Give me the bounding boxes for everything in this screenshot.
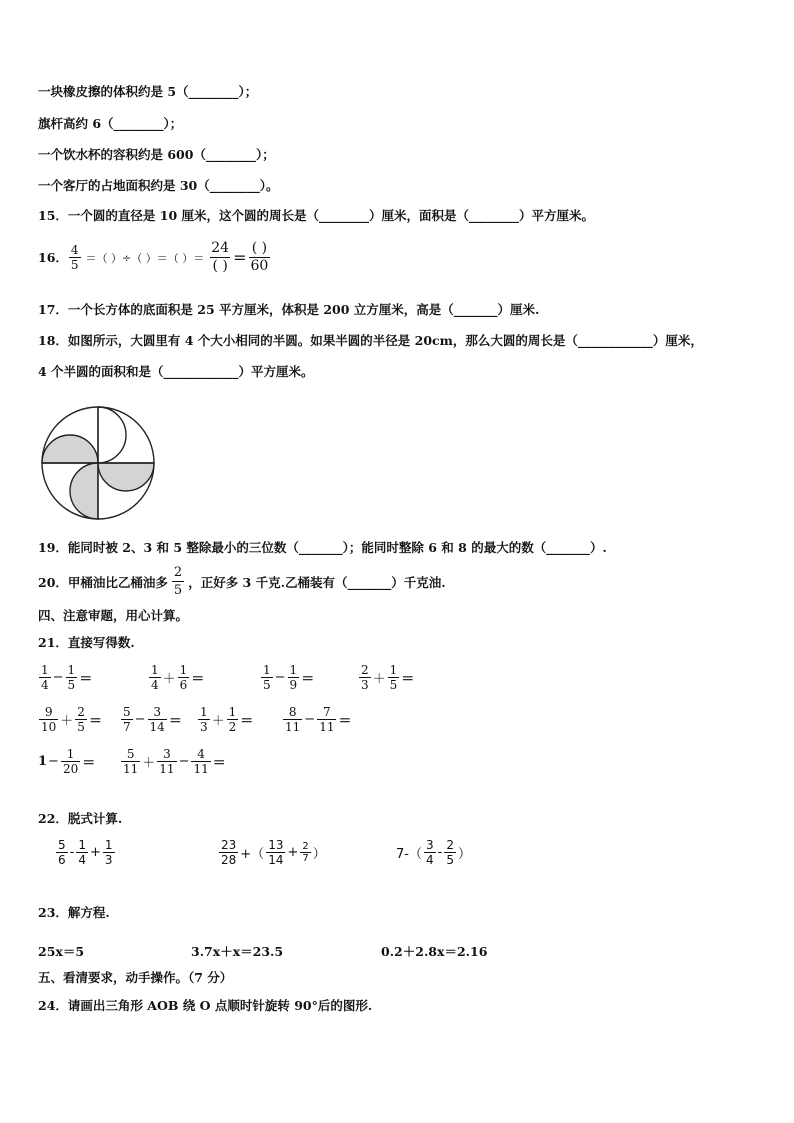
frac-num: 5 xyxy=(123,705,131,719)
operator: − xyxy=(134,712,146,727)
operator: ＋ xyxy=(211,714,225,729)
q16-fraction-c xyxy=(249,240,271,275)
fraction xyxy=(261,663,273,692)
question-17: 17．一个长方体的底面积是 25 平方厘米，体积是 200 立方厘米，高是（_______）厘米. xyxy=(38,302,540,317)
semicircle-top-left xyxy=(42,435,98,463)
fill-line-eraser: 一块橡皮擦的体积约是 5（________）； xyxy=(38,84,258,99)
q22-expression-2 xyxy=(218,838,327,867)
operator: − xyxy=(178,754,190,769)
fraction xyxy=(283,705,302,734)
frac-den: 20 xyxy=(62,762,79,776)
equals-sign: ＝ xyxy=(240,714,254,729)
fraction xyxy=(300,841,310,864)
frac-num: 3 xyxy=(425,838,434,852)
closing-paren: ） xyxy=(457,847,471,862)
equals-sign: ＝ xyxy=(79,672,93,687)
frac-den: 11 xyxy=(285,720,301,734)
operator: + xyxy=(287,845,299,860)
q16-middle: ＝（ ）÷（ ）＝（ ）＝ xyxy=(85,251,205,265)
frac-num: 4 xyxy=(70,243,79,257)
fraction xyxy=(76,838,88,867)
frac-den: 4 xyxy=(78,853,86,867)
frac-num: 23 xyxy=(221,838,237,852)
frac-den: 3 xyxy=(361,678,369,692)
frac-num: 1 xyxy=(41,663,49,677)
q20-after: ，正好多 3 千克.乙桶装有（_______）千克油. xyxy=(188,574,446,590)
fraction xyxy=(148,705,167,734)
fraction xyxy=(288,663,300,692)
operator: ＋ xyxy=(372,672,386,687)
operator: - xyxy=(437,845,443,860)
fraction xyxy=(317,705,336,734)
q21-item-2 xyxy=(148,663,204,692)
frac-den: 60 xyxy=(250,258,269,274)
frac-den: 5 xyxy=(173,583,183,598)
fraction xyxy=(149,663,161,692)
fraction xyxy=(39,663,51,692)
section-four-title: 四、注意审题，用心计算。 xyxy=(38,608,189,623)
q21-item-1 xyxy=(38,663,92,692)
operator: - xyxy=(69,845,75,860)
q23-equation-1: 25x＝5 xyxy=(38,944,85,959)
frac-num: 2 xyxy=(77,705,85,719)
q21-item-6 xyxy=(120,705,182,734)
frac-den: 11 xyxy=(319,720,335,734)
frac-den: 5 xyxy=(389,678,398,692)
frac-num: 1 xyxy=(200,705,208,719)
circle-semicircles-figure xyxy=(38,403,158,523)
fraction xyxy=(444,838,456,867)
frac-den: 11 xyxy=(123,762,139,776)
frac-num: 1 xyxy=(67,663,76,677)
q21-item-5 xyxy=(38,705,102,734)
leading-term: 7-（ xyxy=(396,847,422,862)
frac-den: 5 xyxy=(67,678,76,692)
frac-den: 14 xyxy=(268,853,284,867)
frac-num: 1 xyxy=(263,663,271,677)
question-18-line2: 4 个半圆的面积和是（____________）平方厘米。 xyxy=(38,364,314,379)
frac-num: 1 xyxy=(151,663,159,677)
q21-item-7 xyxy=(197,705,253,734)
q21-item-3 xyxy=(260,663,314,692)
frac-den: ( ) xyxy=(212,258,228,274)
frac-num: ( ) xyxy=(251,240,268,256)
equals-sign: ＝ xyxy=(338,714,352,729)
fill-line-flagpole: 旗杆高约 6（________）； xyxy=(38,116,183,131)
frac-den: 14 xyxy=(149,720,165,734)
fraction xyxy=(388,663,400,692)
frac-den: 4 xyxy=(425,853,434,867)
fraction xyxy=(61,747,80,776)
frac-num: 1 xyxy=(78,838,86,852)
semicircle-top-right xyxy=(98,407,126,463)
operator: ＋ xyxy=(142,756,156,771)
q21-item-9 xyxy=(38,747,95,776)
frac-num: 2 xyxy=(302,841,309,852)
whole-number: 1 xyxy=(38,754,48,769)
question-16 xyxy=(38,240,271,275)
frac-den: 5 xyxy=(263,678,271,692)
question-23-title: 23．解方程. xyxy=(38,905,110,920)
frac-den: 9 xyxy=(289,678,298,692)
q21-item-4 xyxy=(358,663,414,692)
frac-den: 5 xyxy=(77,720,85,734)
fill-line-livingroom: 一个客厅的占地面积约是 30（________）。 xyxy=(38,178,279,193)
question-21-title: 21．直接写得数. xyxy=(38,635,135,650)
frac-den: 6 xyxy=(58,853,66,867)
frac-num: 1 xyxy=(289,663,298,677)
fraction xyxy=(266,838,285,867)
frac-den: 4 xyxy=(151,678,159,692)
q23-equation-3: 0.2＋2.8x＝2.16 xyxy=(381,944,488,959)
fraction xyxy=(121,705,133,734)
frac-num: 3 xyxy=(163,747,171,761)
operator: − xyxy=(52,670,64,685)
equals-sign: ＝ xyxy=(191,672,205,687)
equals-sign: ＝ xyxy=(401,672,415,687)
fraction xyxy=(157,747,176,776)
frac-den: 5 xyxy=(70,258,79,272)
frac-den: 5 xyxy=(446,853,454,867)
frac-num: 1 xyxy=(389,663,398,677)
operator: +（ xyxy=(240,847,265,862)
frac-den: 28 xyxy=(221,853,237,867)
frac-num: 9 xyxy=(44,705,53,719)
fraction xyxy=(178,663,190,692)
frac-num: 1 xyxy=(228,705,237,719)
frac-num: 2 xyxy=(173,565,183,580)
closing-paren: ） xyxy=(312,847,326,862)
frac-den: 2 xyxy=(228,720,237,734)
frac-den: 6 xyxy=(179,678,188,692)
frac-den: 7 xyxy=(302,853,309,864)
section-five-title: 五、看清要求，动手操作。（7 分） xyxy=(38,970,233,985)
question-18-line1: 18．如图所示，大圆里有 4 个大小相同的半圆。如果半圆的半径是 20cm，那么大圆的周长是（____________）厘米， xyxy=(38,333,703,348)
fraction xyxy=(121,747,140,776)
operator: − xyxy=(48,754,59,769)
frac-num: 2 xyxy=(446,838,454,852)
question-22-title: 22．脱式计算. xyxy=(38,811,123,826)
operator: − xyxy=(274,670,286,685)
frac-den: 7 xyxy=(123,720,131,734)
frac-den: 3 xyxy=(200,720,208,734)
q22-expression-3 xyxy=(395,838,472,867)
q21-item-8 xyxy=(282,705,351,734)
fraction xyxy=(359,663,371,692)
equals-sign: ＝ xyxy=(168,714,182,729)
frac-num: 7 xyxy=(323,705,331,719)
q20-before: 20．甲桶油比乙桶油多 xyxy=(38,574,168,590)
frac-num: 1 xyxy=(179,663,188,677)
question-20 xyxy=(38,564,446,599)
fraction xyxy=(75,705,87,734)
q22-expression-1 xyxy=(55,838,116,867)
fraction xyxy=(219,838,238,867)
frac-num: 1 xyxy=(66,747,75,761)
fraction xyxy=(198,705,210,734)
operator: ＋ xyxy=(60,714,74,729)
frac-den: 11 xyxy=(159,762,175,776)
semicircle-bottom-left xyxy=(70,463,98,519)
frac-num: 2 xyxy=(361,663,369,677)
frac-den: 11 xyxy=(193,762,209,776)
fraction xyxy=(66,663,78,692)
fraction xyxy=(191,747,210,776)
fraction xyxy=(227,705,239,734)
frac-num: 8 xyxy=(288,705,297,719)
q23-equation-2: 3.7x＋x＝23.5 xyxy=(191,944,284,959)
frac-num: 1 xyxy=(104,838,113,852)
frac-num: 3 xyxy=(153,705,161,719)
frac-den: 4 xyxy=(41,678,49,692)
fraction xyxy=(39,705,58,734)
equals-sign: = xyxy=(233,248,247,267)
question-24: 24．请画出三角形 AOB 绕 O 点顺时针旋转 90°后的图形. xyxy=(38,998,373,1013)
q16-fraction-a xyxy=(69,243,81,272)
fill-line-cup: 一个饮水杯的容积约是 600（________）； xyxy=(38,147,275,162)
frac-num: 4 xyxy=(197,747,205,761)
frac-den: 3 xyxy=(104,853,113,867)
equals-sign: ＝ xyxy=(212,756,226,771)
q21-item-10 xyxy=(120,747,226,776)
frac-num: 5 xyxy=(126,747,135,761)
equals-sign: ＝ xyxy=(88,714,102,729)
q16-fraction-b xyxy=(209,240,231,275)
fraction xyxy=(424,838,436,867)
q20-fraction xyxy=(172,564,184,599)
question-15: 15．一个圆的直径是 10 厘米，这个圆的周长是（________）厘米，面积是（________）平方厘米。 xyxy=(38,208,594,223)
frac-num: 24 xyxy=(211,240,230,256)
frac-num: 5 xyxy=(58,838,66,852)
operator: + xyxy=(89,845,101,860)
frac-num: 13 xyxy=(268,838,284,852)
fraction xyxy=(103,838,115,867)
equals-sign: ＝ xyxy=(82,756,96,771)
semicircle-bottom-right xyxy=(98,463,154,491)
frac-den: 10 xyxy=(41,720,57,734)
question-19: 19．能同时被 2、3 和 5 整除最小的三位数（_______）；能同时整除 6 和 8 的最大的数（_______）. xyxy=(38,540,607,555)
operator: ＋ xyxy=(162,672,176,687)
equals-sign: ＝ xyxy=(301,672,315,687)
q16-label: 16． xyxy=(38,249,68,265)
operator: − xyxy=(304,712,316,727)
fraction xyxy=(56,838,68,867)
